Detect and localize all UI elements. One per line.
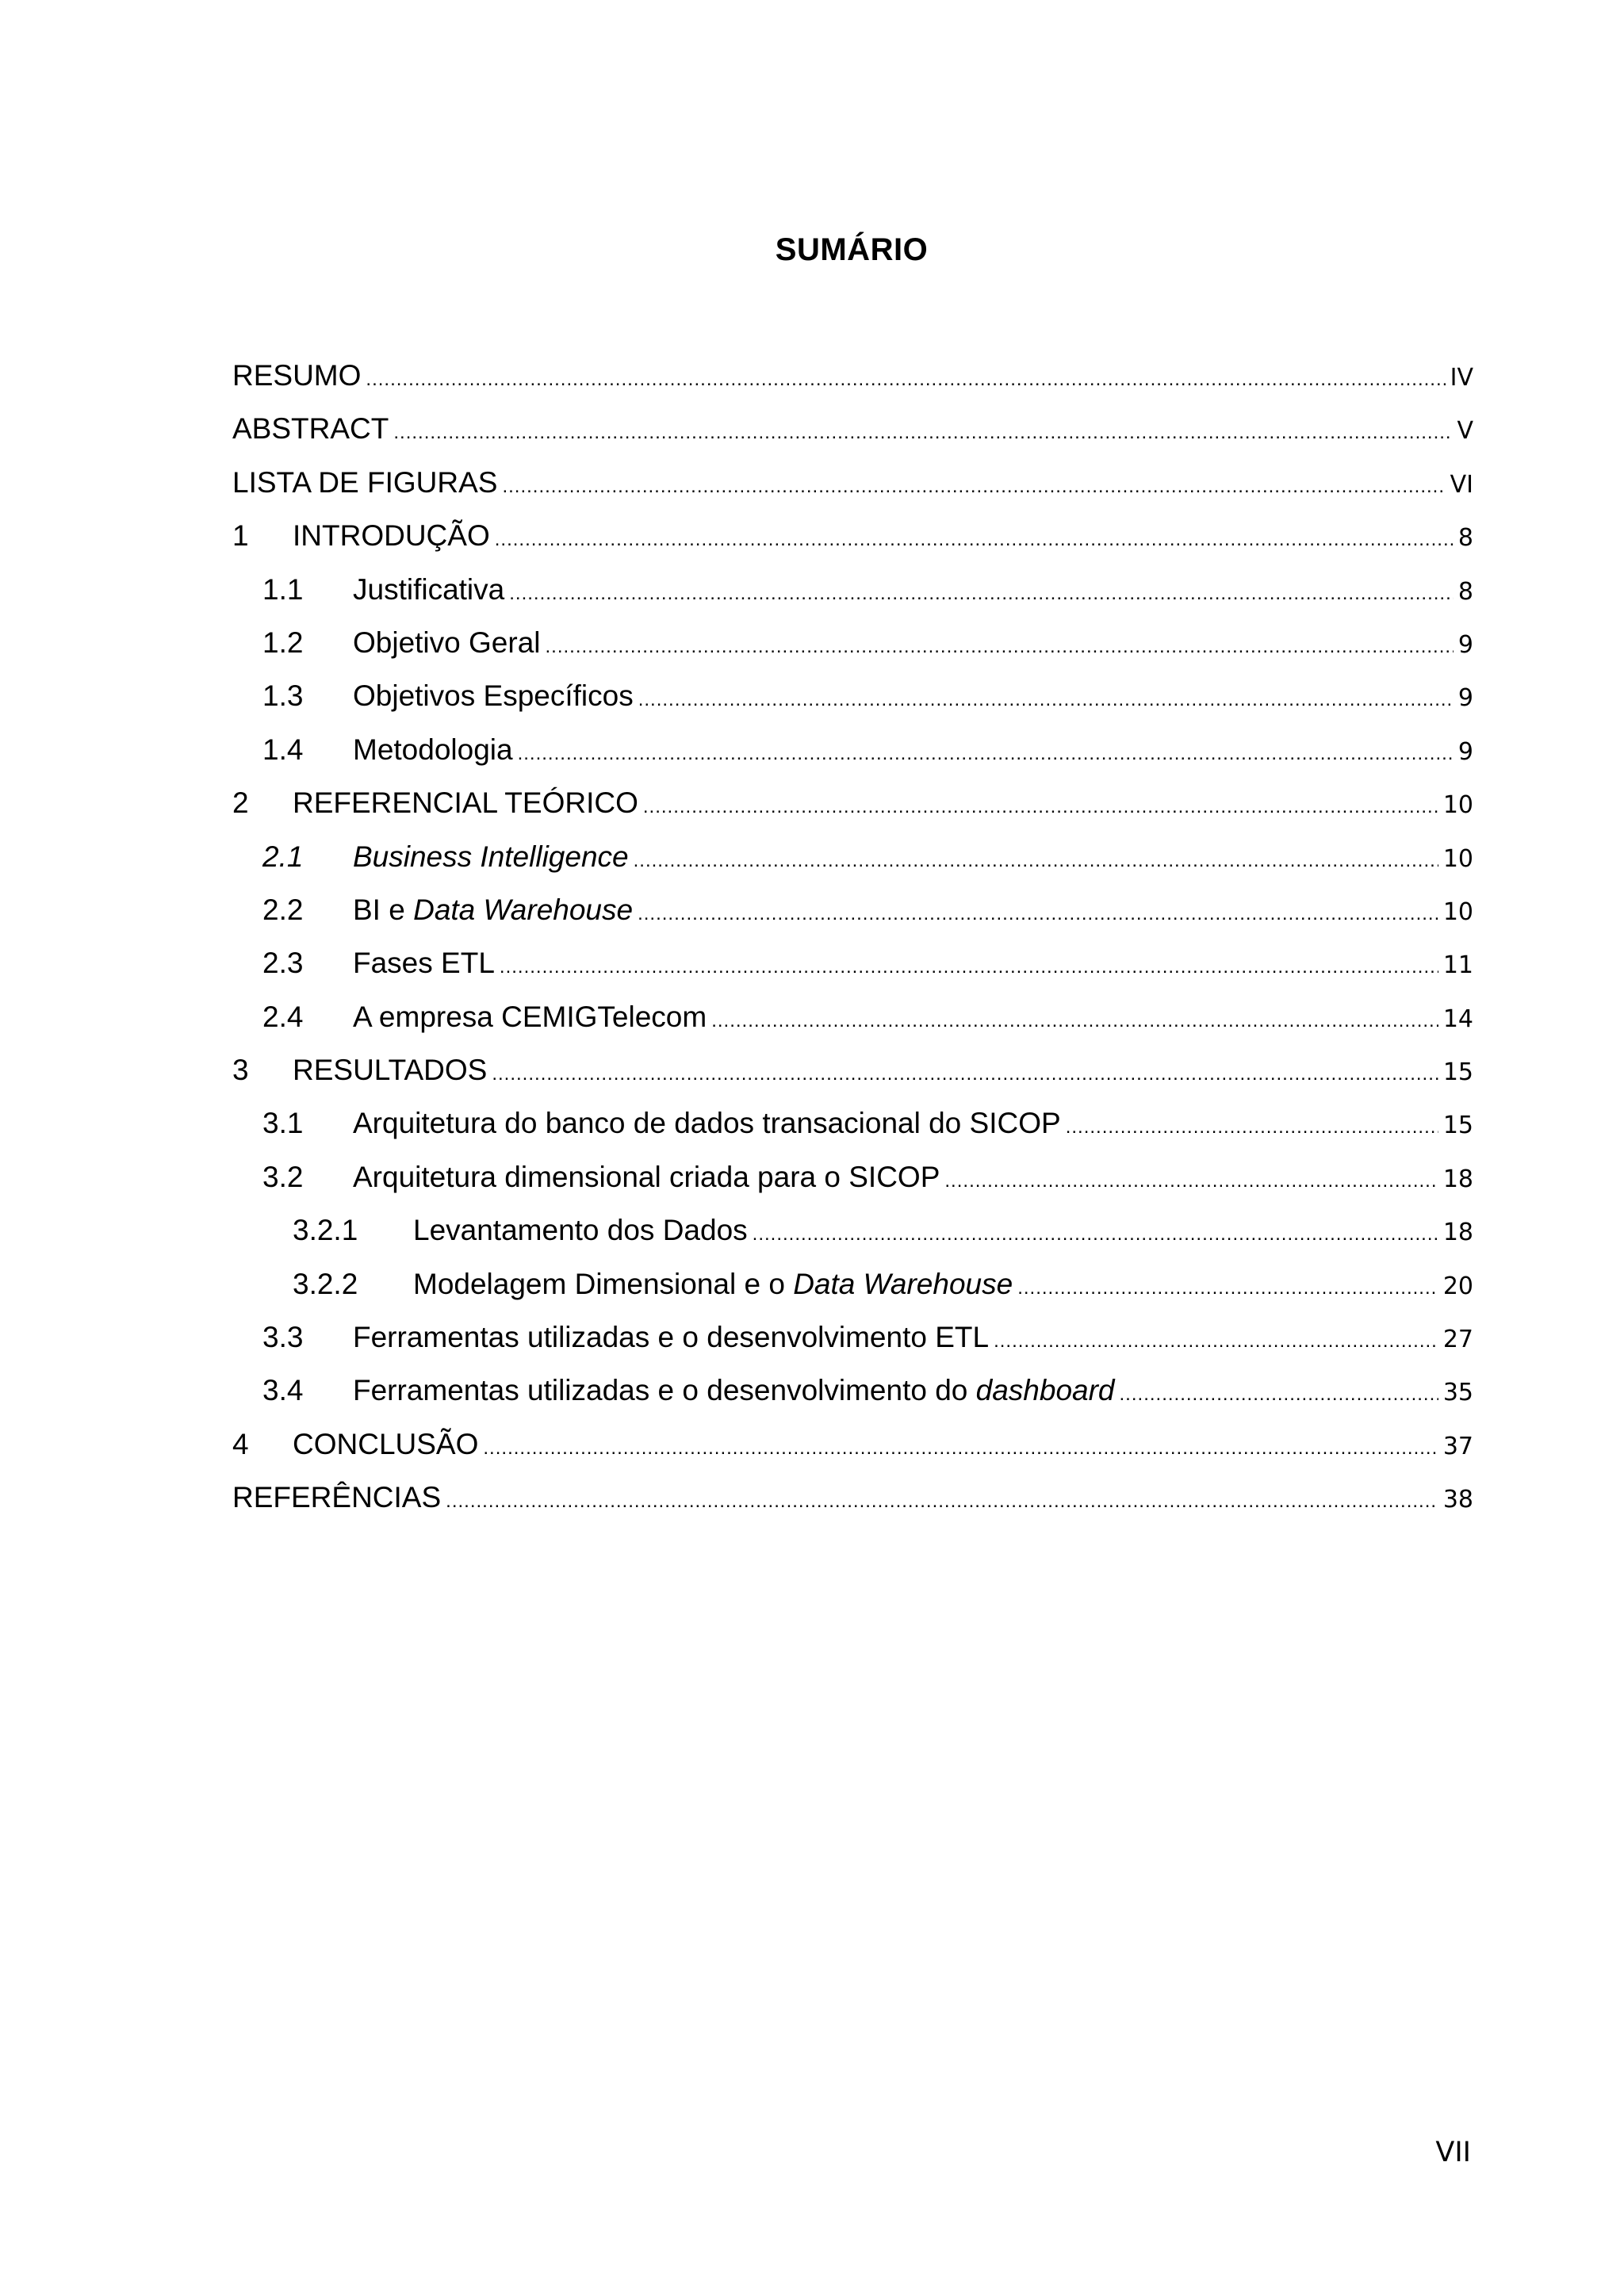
toc-entry-title-segment: CONCLUSÃO [293, 1427, 479, 1460]
toc-entry-title-segment: Levantamento dos Dados [413, 1214, 748, 1247]
toc-entry-number: 3.1 [262, 1107, 304, 1140]
toc-entry-page: 20 [1442, 1272, 1473, 1300]
toc-entry-title-segment: Arquitetura do banco de dados transacional do SICOP [353, 1107, 1061, 1140]
toc-entry-title [413, 1268, 1013, 1301]
toc-entry[interactable] [232, 573, 1473, 626]
toc-entry-number: 3 [232, 1054, 249, 1087]
toc-entry-number: 1 [232, 519, 249, 553]
dot-leader [495, 529, 1454, 551]
toc-entry-page: 9 [1457, 630, 1473, 659]
toc-entry-title-segment: Ferramentas utilizadas e o desenvolvimento do [353, 1374, 976, 1407]
toc-entry-number: 2.1 [262, 840, 304, 873]
toc-entry-title-segment: Business Intelligence [353, 840, 629, 873]
toc-entry-page: 15 [1442, 1058, 1473, 1087]
toc-entry[interactable] [232, 840, 1473, 894]
toc-entry-title [353, 894, 633, 927]
toc-entry[interactable] [232, 1001, 1473, 1054]
toc-entry-title [353, 733, 513, 767]
toc-entry-title [232, 1481, 441, 1514]
toc-entry-page: 37 [1442, 1432, 1473, 1460]
toc-entry[interactable] [232, 1054, 1473, 1107]
toc-entry-page: 27 [1442, 1326, 1473, 1354]
toc-entry-page: 38 [1442, 1486, 1473, 1514]
toc-entry[interactable] [232, 466, 1473, 519]
toc-entry-title-segment: INTRODUÇÃO [293, 519, 490, 553]
toc-entry[interactable] [232, 786, 1473, 840]
toc-entry-title-segment: Objetivo Geral [353, 626, 541, 659]
toc-entry-number: 3.3 [262, 1321, 304, 1354]
toc-entry-title-segment: RESUMO [232, 359, 362, 392]
toc-entry-title-segment: REFERÊNCIAS [232, 1481, 442, 1514]
toc-entry-number: 3.4 [262, 1374, 304, 1407]
toc-entry-title [232, 466, 497, 499]
toc-entry[interactable] [232, 1161, 1473, 1214]
dot-leader [753, 1223, 1438, 1246]
toc-entry-page: 9 [1457, 684, 1473, 713]
toc-entry[interactable] [232, 679, 1473, 733]
toc-entry-page: 15 [1442, 1112, 1473, 1140]
toc-entry-page: 8 [1457, 524, 1473, 553]
toc-entry-title [353, 573, 504, 607]
dot-leader [711, 1010, 1438, 1032]
dot-leader [446, 1490, 1438, 1513]
toc-entry-title-segment: Modelagem Dimensional e o [413, 1267, 794, 1300]
toc-entry-page: 10 [1442, 844, 1473, 873]
toc-entry[interactable] [232, 733, 1473, 786]
toc-entry-title-segment: Ferramentas utilizadas e o desenvolvimento ETL [353, 1321, 990, 1354]
toc-entry-title [353, 947, 495, 980]
dot-leader [509, 583, 1454, 605]
toc-entry-number: 4 [232, 1427, 249, 1460]
toc-entry-title [353, 1161, 940, 1194]
toc-entry-page: 11 [1442, 951, 1473, 980]
toc-entry-title [413, 1214, 748, 1247]
toc-entry-title-segment: Fases ETL [353, 947, 495, 980]
toc-entry[interactable] [232, 1214, 1473, 1267]
toc-entry-number: 1.1 [262, 572, 304, 606]
toc-entry-title [293, 1428, 478, 1461]
toc-entry-title [353, 840, 629, 874]
toc-entry[interactable] [232, 1268, 1473, 1321]
dot-leader [366, 369, 1445, 391]
dot-leader [634, 850, 1438, 872]
toc-entry-number: 1.4 [262, 733, 304, 766]
toc-entry-page: 14 [1442, 1004, 1473, 1033]
toc-entry[interactable] [232, 1481, 1473, 1534]
toc-entry-number: 2 [232, 786, 249, 820]
footer-page-number: VII [1435, 2137, 1471, 2168]
toc-entry[interactable] [232, 947, 1473, 1000]
toc-entry[interactable] [232, 359, 1473, 412]
toc-entry-title [353, 679, 634, 713]
toc-entry-title [293, 1054, 487, 1087]
toc-entry[interactable] [232, 626, 1473, 679]
toc-entry-number: 1.3 [262, 679, 304, 713]
toc-entry[interactable] [232, 894, 1473, 947]
dot-leader [1120, 1383, 1438, 1406]
toc-entry[interactable] [232, 1107, 1473, 1160]
toc-entry-title [353, 1321, 989, 1354]
toc-entry-title-segment: Justificativa [353, 572, 505, 606]
dot-leader [1017, 1277, 1438, 1299]
toc-entry-title-segment: Objetivos Específicos [353, 679, 634, 713]
toc-entry-title-segment: REFERENCIAL TEÓRICO [293, 786, 638, 820]
toc-entry-title [232, 412, 389, 446]
page-title: SUMÁRIO [775, 232, 929, 267]
dot-leader [518, 743, 1454, 765]
toc-entry-page: VI [1450, 470, 1473, 499]
toc-entry-page: 9 [1457, 737, 1473, 766]
dot-leader [492, 1063, 1438, 1085]
toc-entry-number: 2.2 [262, 893, 304, 926]
toc-entry[interactable] [232, 1374, 1473, 1427]
toc-entry-page: 8 [1457, 577, 1473, 606]
toc-entry-title [353, 1001, 707, 1034]
toc-entry-title [353, 1374, 1115, 1407]
toc-entry-page: 18 [1442, 1165, 1473, 1193]
toc-entry-title [353, 1107, 1061, 1140]
toc-entry[interactable] [232, 1321, 1473, 1374]
dot-leader [643, 796, 1438, 818]
toc-entry-number: 1.2 [262, 626, 304, 659]
toc-entry-page: 10 [1442, 897, 1473, 926]
toc-entry-number: 2.4 [262, 1000, 304, 1033]
table-of-contents [232, 359, 1473, 1535]
toc-entry-title-segment: dashboard [975, 1374, 1115, 1407]
dot-leader [638, 689, 1454, 711]
toc-entry-number: 3.2.1 [293, 1214, 358, 1247]
dot-leader [502, 476, 1445, 498]
toc-entry-title-segment: RESULTADOS [293, 1054, 488, 1087]
toc-entry[interactable] [232, 1428, 1473, 1481]
toc-entry-number: 3.2 [262, 1160, 304, 1193]
dot-leader [638, 903, 1438, 925]
dot-leader [546, 636, 1454, 658]
dot-leader [393, 422, 1452, 444]
toc-entry-title-segment: Arquitetura dimensional criada para o SICOP [353, 1160, 940, 1193]
dot-leader [483, 1437, 1438, 1460]
toc-entry-page: 18 [1442, 1219, 1473, 1247]
dot-leader [1066, 1116, 1438, 1138]
toc-entry-title-segment: Data Warehouse [413, 893, 634, 926]
toc-entry[interactable] [232, 412, 1473, 465]
toc-entry-title-segment: A empresa CEMIGTelecom [353, 1000, 707, 1033]
toc-entry-page: V [1457, 417, 1473, 446]
toc-entry-title-segment: ABSTRACT [232, 412, 389, 446]
toc-entry-number: 2.3 [262, 947, 304, 980]
toc-entry-title [232, 359, 361, 392]
toc-entry-title [293, 519, 490, 553]
toc-entry-title-segment: LISTA DE FIGURAS [232, 465, 498, 499]
toc-entry-title [293, 786, 638, 820]
toc-entry[interactable] [232, 519, 1473, 572]
toc-entry-title-segment: BI e [353, 893, 414, 926]
toc-entry-title-segment: Metodologia [353, 733, 513, 766]
toc-entry-title [353, 626, 541, 660]
toc-entry-title-segment: Data Warehouse [793, 1267, 1013, 1300]
toc-entry-page: 35 [1442, 1379, 1473, 1407]
toc-entry-page: 10 [1442, 791, 1473, 820]
toc-entry-page: IV [1450, 364, 1473, 392]
toc-entry-number: 3.2.2 [293, 1267, 358, 1300]
dot-leader [500, 956, 1438, 978]
dot-leader [944, 1170, 1438, 1192]
dot-leader [994, 1330, 1438, 1353]
